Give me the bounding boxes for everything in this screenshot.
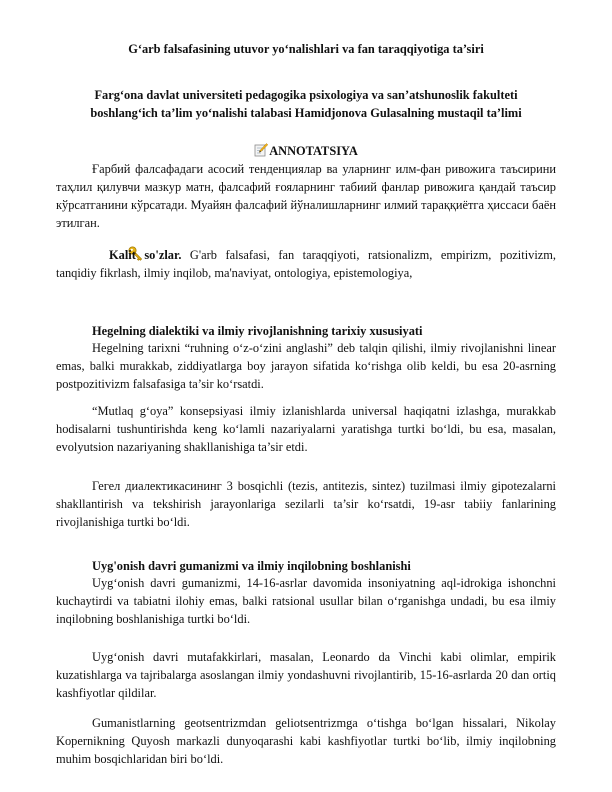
section-hegel-paragraph-1: Hegelning tarixni “ruhning o‘z-o‘zini anglashi” deb talqin qilishi, ilmiy rivojlanishni linear emas, balki murakkab, ziddiyatlarga boy jarayon sifatida ko‘rishga olib keldi, bu esa 20-asrning postpozitivizm falsafasiga ta’sir ko‘rsatdi. [56,341,556,391]
subtitle-line-2: boshlang‘ich ta’lim yo‘nalishi talabasi Hamidjonova Gulasalning mustaqil ta’limi [90,106,522,120]
section-renaissance-paragraph-3: Gumanistlarning geotsentrizmdan geliotsentrizmga o‘tishga bo‘lgan hissalari, Nikolay Kopernikning Quyosh markazli dunyoqarashi kabi kashfiyotlar turtki bo‘lib, ilmiy inqilobning muhim bosqichlaridan biri bo‘ldi. [56,716,556,766]
section-heading-hegel: Hegelning dialektiki va ilmiy rivojlanishning tarixiy xususiyati [92,324,423,338]
keywords-label: Kalit so'zlar. [109,248,182,262]
memo-icon [254,143,268,157]
section-hegel-paragraph-3: Гегел диалектикасининг 3 bosqichli (tezis, antitezis, sintez) tuzilmasi ilmiy gipotezalarni shakllantirish va tekshirish jarayonlariga sezilarli ta’sir ko‘rsatdi, 19-asr tabiiy fanlarining rivojlanishiga turtki bo‘ldi. [56,479,556,529]
section-renaissance-paragraph-1: Uyg‘onish davri gumanizmi, 14-16-asrlar davomida insoniyatning aql-idrokiga ishonchni kuchaytirdi va tabiatni ilohiy emas, balki ratsional usullar bilan o‘rganishga undadi, bu esa ilmiy inqilobning boshlanishiga turtki bo‘ldi. [56,576,556,626]
section-renaissance-paragraph-2: Uyg‘onish davri mutafakkirlari, masalan, Leonardo da Vinchi kabi olimlar, empirik kuzatishlarga va tajribalarga asoslangan ilmiy yondashuvni rivojlantirib, 15-16-asrlarda 20 dan ortiq kashfiyotlar qildilar. [56,650,556,700]
annotation-heading-text: ANNOTATSIYA [269,144,358,158]
section-heading-renaissance: Uyg'onish davri gumanizmi va ilmiy inqilobning boshlanishi [92,559,411,573]
annotation-text: Ғарбий фалсафадаги асосий тенденциялар ва уларнинг илм-фан ривожига таъсирини таҳлил қилувчи мазкур матн, фалсафий ғояларнинг табиий фанлар ривожига қандай таъсир кўрсатганини кўрсатади. Муайян фалсафий йўналишларнинг илмий тараққиётга ҳиссаси баён этилган. [56,162,556,230]
annotation-heading [0,143,612,159]
document-subtitle [52,86,560,122]
section-hegel-paragraph-2: “Mutlaq g‘oya” konsepsiyasi ilmiy izlanishlarda universal haqiqatni izlashga, murakkab hodisalarni tushuntirishda keng ko‘lamli nazariyalarni yaratishga turtki bo‘ldi, bu esa, masalan, evolyutsion nazariyaning shakllanishiga ta’sir etdi. [56,404,556,454]
subtitle-line-1: Farg‘ona davlat universiteti pedagogika psixologiya va san’atshunoslik fakulteti [94,88,518,102]
document-title: G‘arb falsafasining utuvor yo‘nalishlari va fan taraqqiyotiga ta’siri [128,42,484,56]
key-icon [92,246,107,261]
keywords-text: G'arb falsafasi, fan taraqqiyoti, ratsionalizm, empirizm, pozitivizm, tanqidiy fikrlash, ilmiy inqilob, ma'naviyat, ontologiya, epistemologiya, [56,248,557,280]
keywords-paragraph [56,246,556,282]
